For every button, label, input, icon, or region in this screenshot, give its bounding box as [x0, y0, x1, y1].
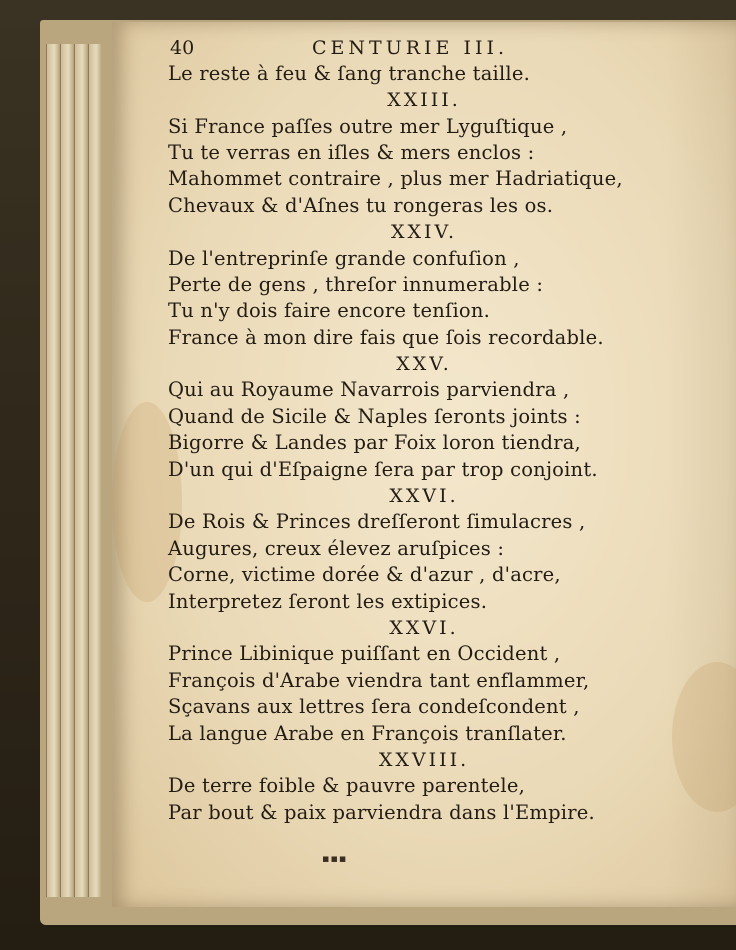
verse-line: La langue Arabe en François tranſlater. — [168, 722, 567, 745]
quatrain-number: XXVI. — [389, 485, 459, 507]
verse-line: Perte de gens , threſor innumerable : — [168, 273, 544, 296]
quatrain-number: XXIII. — [387, 89, 461, 111]
verse-line: Interpretez ſeront les extipices. — [168, 590, 488, 613]
page-edge — [46, 44, 59, 897]
verse-line: D'un qui d'Eſpaigne ſera par trop conjoint. — [168, 458, 598, 481]
running-head: CENTURIE III. — [312, 37, 508, 59]
verse-line: François d'Arabe viendra tant enflammer, — [168, 669, 590, 692]
page-text — [112, 22, 736, 907]
verse-line: Prince Libinique puiſſant en Occident , — [168, 642, 561, 665]
verse-line: Mahommet contraire , plus mer Hadriatique, — [168, 167, 623, 190]
verse-line: De l'entreprinſe grande confuſion , — [168, 247, 520, 270]
verse-line: France à mon dire fais que ſois recordable. — [168, 326, 604, 349]
verse-line: Qui au Royaume Navarrois parviendra , — [168, 378, 570, 401]
signature-mark: ▪▪▪ — [322, 852, 348, 865]
verse-line: Le reste à feu & ſang tranche taille. — [168, 62, 530, 85]
verse-line: Quand de Sicile & Naples ſeronts joints : — [168, 405, 581, 428]
verse-line: Corne, victime dorée & d'azur , d'acre, — [168, 563, 561, 586]
quatrain-number: XXVI. — [389, 617, 459, 639]
verse-line: De terre foible & pauvre parentele, — [168, 774, 525, 797]
book-page — [112, 22, 736, 907]
verse-line: Par bout & paix parviendra dans l'Empire. — [168, 801, 595, 824]
verse-line: Sçavans aux lettres ſera condeſcondent , — [168, 695, 580, 718]
page-edge — [88, 44, 101, 897]
page-edge — [60, 44, 73, 897]
page-number: 40 — [170, 37, 195, 59]
verse-line: Si France paſſes outre mer Lyguſtique , — [168, 115, 568, 138]
quatrain-number: XXVIII. — [378, 749, 470, 771]
verse-line: De Rois & Princes dreſſeront ſimulacres , — [168, 510, 586, 533]
verse-line: Augures, creux élevez aruſpices : — [168, 537, 505, 560]
verse-line: Bigorre & Landes par Foix loron tiendra, — [168, 431, 581, 454]
page-edge — [74, 44, 87, 897]
verse-line: Tu te verras en iſles & mers enclos : — [168, 141, 535, 164]
verse-line: Tu n'y dois faire encore tenſion. — [168, 299, 491, 322]
verse-line: Chevaux & d'Aſnes tu rongeras les os. — [168, 194, 554, 217]
quatrain-number: XXIV. — [391, 221, 457, 243]
quatrain-number: XXV. — [396, 353, 452, 375]
